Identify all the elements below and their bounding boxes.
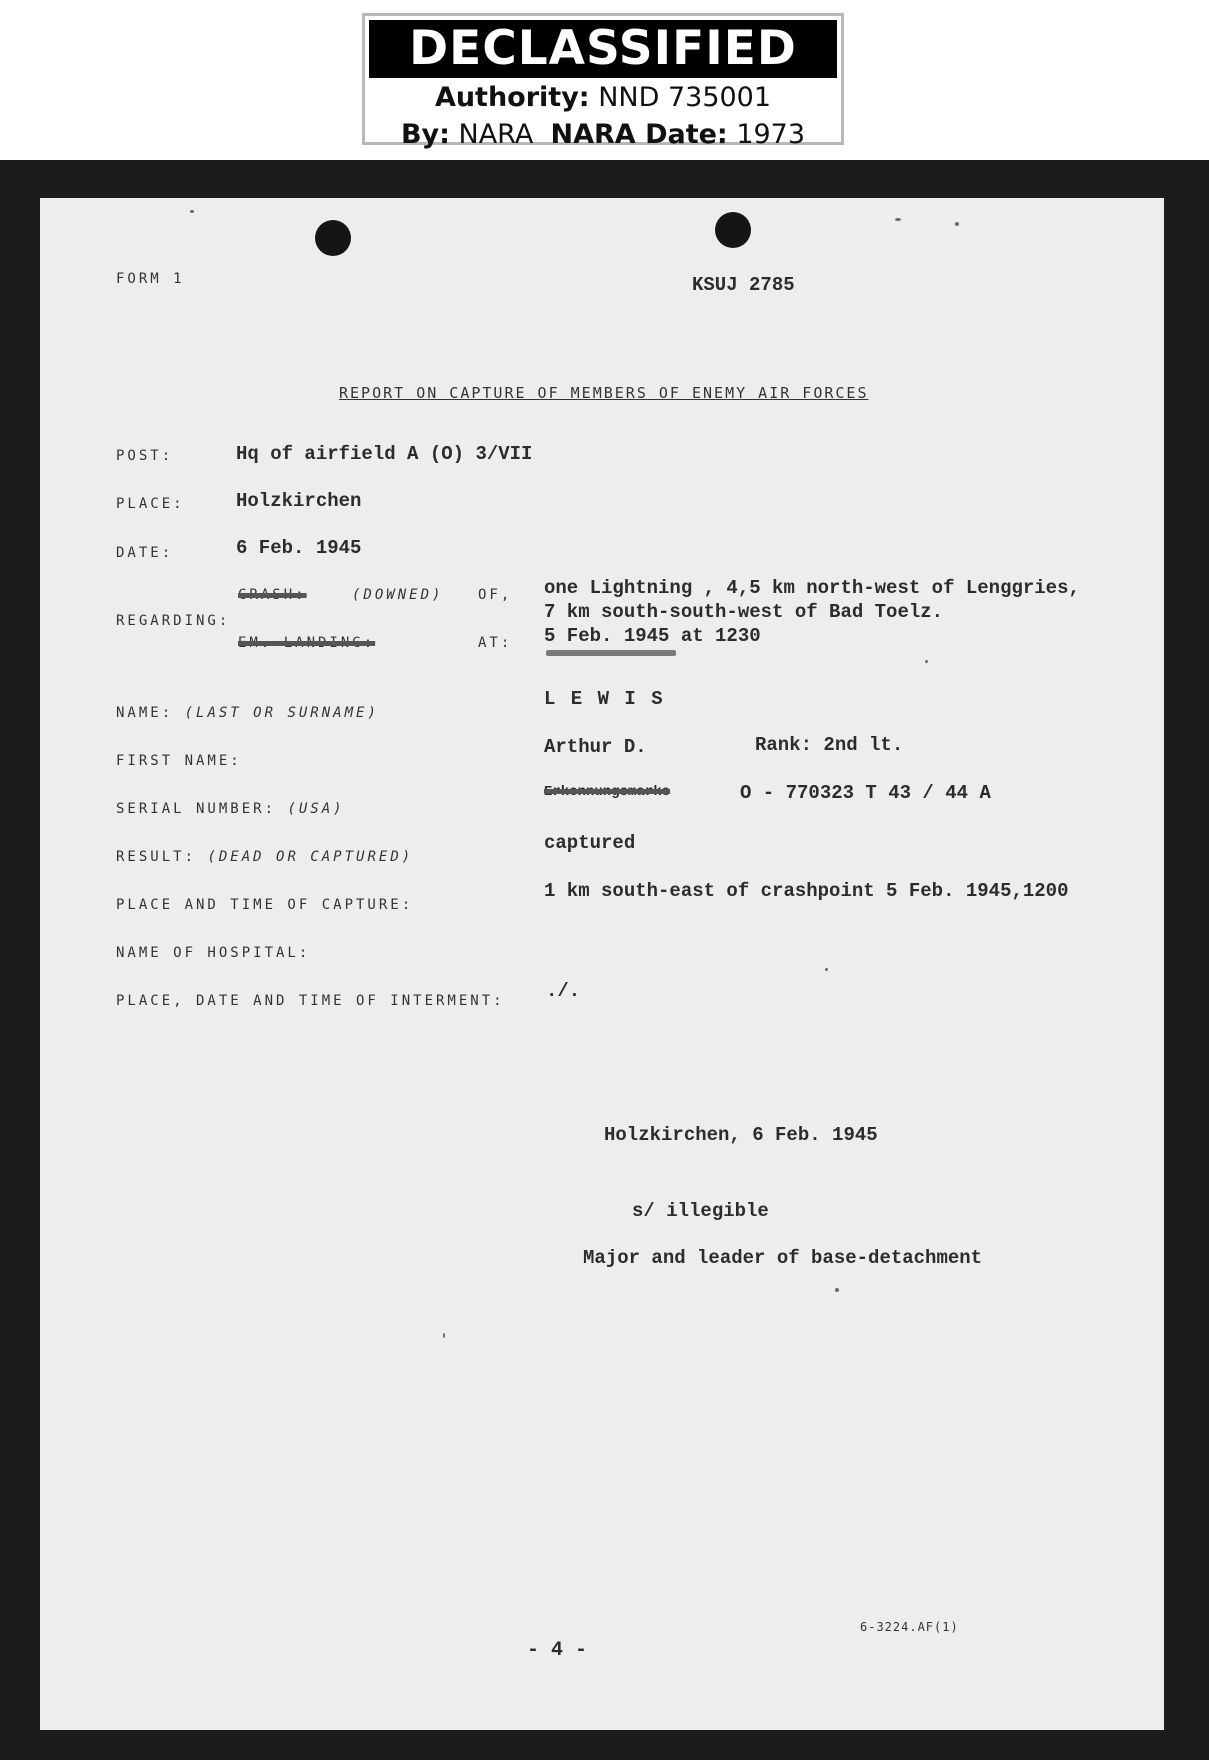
at-label: AT:: [478, 635, 513, 651]
serial-sub-label: (USA): [287, 801, 345, 817]
of-label: OF,: [478, 587, 513, 603]
post-value: Hq of airfield A (O) 3/VII: [236, 443, 533, 465]
dust-speck: [443, 1333, 445, 1338]
stamp-authority-value: NND 735001: [598, 82, 772, 113]
rank-value: Rank: 2nd lt.: [755, 734, 904, 756]
regarding-line2: 7 km south-south-west of Bad Toelz.: [544, 601, 944, 623]
date-value: 6 Feb. 1945: [236, 537, 362, 559]
name-sub-label: (LAST OR SURNAME): [184, 705, 379, 721]
dust-speck: [895, 218, 901, 221]
stamp-by-label: By:: [400, 119, 450, 150]
stamp-authority: [365, 82, 841, 113]
form-code: 6-3224.AF(1): [860, 1620, 959, 1634]
place-label: PLACE:: [116, 496, 185, 512]
result-value: captured: [544, 832, 636, 854]
name-value: L E W I S: [544, 688, 665, 710]
dust-speck: [825, 968, 828, 971]
dust-speck: [835, 1288, 839, 1292]
serial-field: [116, 801, 345, 817]
capture-label: PLACE AND TIME OF CAPTURE:: [116, 897, 414, 913]
regarding-line3: 5 Feb. 1945 at 1230: [544, 625, 761, 647]
stamp-by-value: NARA: [458, 119, 534, 150]
regarding-label: REGARDING:: [116, 613, 231, 629]
crash-label: CRASH:: [238, 587, 307, 603]
serial-label: SERIAL NUMBER:: [116, 801, 277, 817]
first-name-value: Arthur D.: [544, 736, 647, 758]
signature-signed: s/ illegible: [632, 1200, 769, 1222]
interment-label: PLACE, DATE AND TIME OF INTERMENT:: [116, 993, 505, 1009]
interment-value: ./.: [546, 980, 581, 1002]
dust-speck: [955, 222, 959, 226]
dust-speck: [925, 660, 928, 663]
name-field: [116, 705, 379, 721]
result-field: [116, 849, 413, 865]
name-label: NAME:: [116, 705, 174, 721]
punch-hole: [315, 220, 351, 256]
dust-speck: [190, 210, 194, 213]
regarding-line1: one Lightning , 4,5 km north-west of Lenggries,: [544, 577, 1080, 599]
scan-frame: [0, 160, 1209, 1760]
punch-hole: [715, 212, 751, 248]
underline-mark: [546, 650, 676, 656]
serial-value: O - 770323 T 43 / 44 A: [740, 782, 991, 804]
result-sub-label: (DEAD OR CAPTURED): [207, 849, 414, 865]
page-number: - 4 -: [527, 1639, 588, 1662]
downed-label: (DOWNED): [352, 587, 444, 603]
serial-struck: Erkennungsmarke: [544, 784, 671, 800]
stamp-authority-label: Authority:: [434, 82, 590, 113]
stamp-by: [365, 119, 841, 150]
signature-place-date: Holzkirchen, 6 Feb. 1945: [604, 1124, 878, 1146]
stamp-date-label: NARA Date:: [550, 119, 728, 150]
report-title: REPORT ON CAPTURE OF MEMBERS OF ENEMY AIR FORCES: [339, 384, 869, 402]
result-label: RESULT:: [116, 849, 197, 865]
document-page: [40, 198, 1164, 1730]
first-name-label: FIRST NAME:: [116, 753, 242, 769]
declassified-stamp: [362, 13, 844, 150]
form-number: FORM 1: [116, 271, 185, 287]
stamp-date-value: 1973: [736, 119, 806, 150]
date-label: DATE:: [116, 545, 174, 561]
post-label: POST:: [116, 448, 174, 464]
capture-value: 1 km south-east of crashpoint 5 Feb. 1945,1200: [544, 880, 1069, 902]
file-code: KSUJ 2785: [692, 274, 795, 296]
signature-role: Major and leader of base-detachment: [583, 1247, 983, 1269]
landing-label: EM. LANDING:: [238, 635, 376, 651]
hospital-label: NAME OF HOSPITAL:: [116, 945, 311, 961]
stamp-title: DECLASSIFIED: [369, 20, 837, 78]
place-value: Holzkirchen: [236, 490, 362, 512]
